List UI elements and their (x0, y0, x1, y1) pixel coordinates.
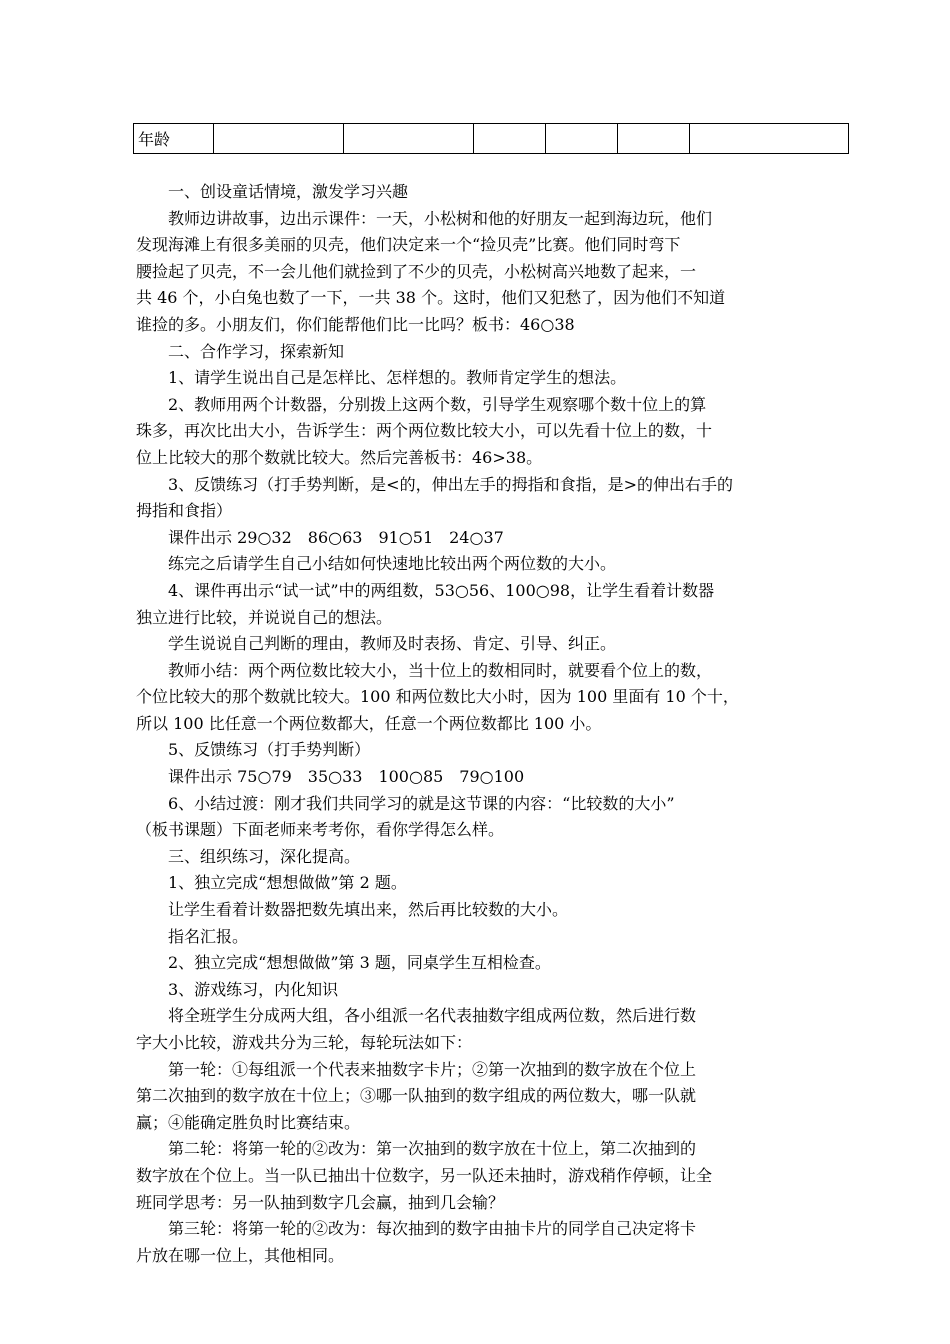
text-line: 指名汇报。 (168, 926, 249, 946)
table-cell (474, 124, 546, 154)
text-line: 共 46 个，小白兔也数了一下，一共 38 个。这时，他们又犯愁了，因为他们不知道 (136, 288, 726, 308)
text-line: 位上比较大的那个数就比较大。然后完善板书：46>38。 (136, 447, 543, 467)
text-line: 1、请学生说出自己是怎样比、怎样想的。教师肯定学生的想法。 (168, 368, 627, 388)
text-line: 拇指和食指） (136, 501, 233, 521)
table-cell (344, 124, 474, 154)
text-line: 独立进行比较，并说说自己的想法。 (136, 607, 393, 627)
text-line: 2、独立完成“想想做做”第 3 题，同桌学生互相检查。 (168, 953, 551, 973)
text-line: 6、小结过渡：刚才我们共同学习的就是这节课的内容：“比较数的大小” (168, 793, 675, 813)
text-line: （板书课题）下面老师来考考你，看你学得怎么样。 (136, 820, 505, 840)
section-heading: 三、组织练习，深化提高。 (168, 846, 361, 866)
text-line: 珠多，再次比出大小，告诉学生：两个两位数比较大小，可以先看十位上的数，十 (136, 421, 713, 441)
text-line: 谁捡的多。小朋友们，你们能帮他们比一比吗？板书：46○38 (136, 314, 575, 334)
text-line: 片放在哪一位上，其他相同。 (136, 1245, 345, 1265)
text-line: 第二轮：将第一轮的②改为：第一次抽到的数字放在十位上，第二次抽到的 (168, 1139, 697, 1159)
text-line: 第三轮：将第一轮的②改为：每次抽到的数字由抽卡片的同学自己决定将卡 (168, 1219, 697, 1239)
section-heading: 一、创设童话情境，激发学习兴趣 (168, 182, 409, 201)
text-line: 赢；④能确定胜负时比赛结束。 (136, 1112, 361, 1132)
text-line: 3、游戏练习，内化知识 (168, 979, 339, 999)
table-cell (690, 124, 849, 154)
text-line: 1、独立完成“想想做做”第 2 题。 (168, 873, 407, 893)
section-heading: 二、合作学习，探索新知 (168, 341, 345, 361)
text-line: 4、课件再出示“试一试”中的两组数，53○56、100○98，让学生看着计数器 (168, 580, 715, 600)
text-line: 练完之后请学生自己小结如何快速地比较出两个两位数的大小。 (168, 554, 617, 574)
table-row (134, 124, 849, 154)
text-line: 第二次抽到的数字放在十位上；③哪一队抽到的数字组成的两位数大，哪一队就 (136, 1086, 697, 1106)
text-line: 第一轮：①每组派一个代表来抽数字卡片；②第一次抽到的数字放在个位上 (168, 1059, 697, 1079)
age-table (133, 123, 849, 154)
text-line: 3、反馈练习（打手势判断，是<的，伸出左手的拇指和食指，是>的伸出右手的 (168, 474, 733, 494)
text-line: 所以 100 比任意一个两位数都大，任意一个两位数都比 100 小。 (136, 713, 602, 733)
text-line: 字大小比较，游戏共分为三轮，每轮玩法如下： (136, 1033, 473, 1052)
table-cell (546, 124, 618, 154)
text-line: 2、教师用两个计数器，分别拨上这两个数，引导学生观察哪个数十位上的算 (168, 394, 707, 414)
text-line: 5、反馈练习（打手势判断） (168, 740, 371, 760)
text-line: 课件出示 75○79 35○33 100○85 79○100 (168, 767, 525, 787)
text-line: 课件出示 29○32 86○63 91○51 24○37 (168, 527, 504, 547)
text-line: 将全班学生分成两大组，各小组派一名代表抽数字组成两位数，然后进行数 (168, 1006, 697, 1026)
text-line: 个位比较大的那个数就比较大。100 和两位数比大小时，因为 100 里面有 10 个十， (136, 687, 739, 707)
text-line: 发现海滩上有很多美丽的贝壳，他们决定来一个“捡贝壳”比赛。他们同时弯下 (136, 235, 681, 255)
text-line: 腰捡起了贝壳，不一会儿他们就捡到了不少的贝壳，小松树高兴地数了起来，一 (136, 261, 697, 281)
text-line: 让学生看着计数器把数先填出来，然后再比较数的大小。 (168, 900, 569, 920)
text-line: 班同学思考：另一队抽到数字几会赢，抽到几会输？ (136, 1192, 505, 1212)
text-line: 教师边讲故事，边出示课件：一天，小松树和他的好朋友一起到海边玩，他们 (168, 208, 713, 228)
text-line: 教师小结：两个两位数比较大小，当十位上的数相同时，就要看个位上的数， (168, 660, 713, 680)
table-cell-label: 年龄 (134, 124, 214, 154)
text-line: 学生说说自己判断的理由，教师及时表扬、肯定、引导、纠正。 (168, 634, 617, 654)
lesson-body (136, 179, 826, 1269)
text-line: 数字放在个位上。当一队已抽出十位数字，另一队还未抽时，游戏稍作停顿，让全 (136, 1165, 713, 1185)
table-cell (618, 124, 690, 154)
table-cell (214, 124, 344, 154)
